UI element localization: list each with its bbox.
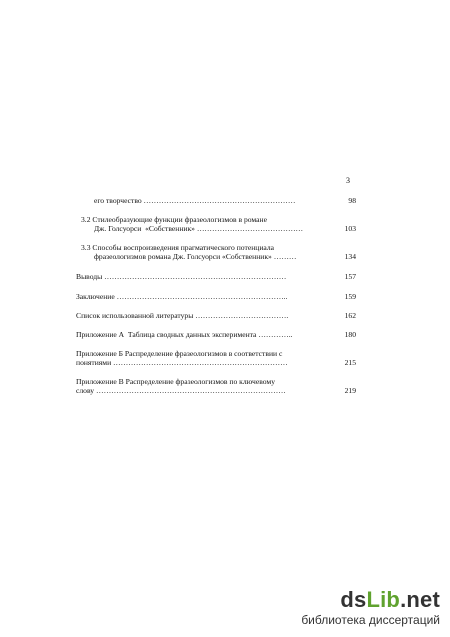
toc-entry-line: Приложение Б Распределение фразеологизмов в соответствии с (76, 349, 283, 358)
toc-entry-page: 159 (344, 292, 356, 301)
toc-entry-line: фразеологизмов романа Дж. Голсуорси «Собственник» ……… (94, 252, 297, 261)
toc-entry-line: Список использованной литературы ………………………………. (76, 311, 289, 320)
toc-entry-line: Выводы ……………………………………………………………… (76, 272, 287, 281)
toc-entry-line: 3.2 Стилеобразующие функции фразеологизмов в романе (81, 215, 267, 224)
toc-entry-page: 180 (344, 330, 356, 339)
logo-ds: ds (340, 587, 367, 612)
toc-entry-page: 157 (344, 272, 356, 281)
toc-entry-line: понятиями …………………………………………………………… (76, 358, 288, 367)
toc-entry-line: Приложение А Таблица сводных данных эксперимента ………….. (76, 330, 293, 339)
toc-entry-page: 103 (344, 224, 356, 233)
toc-entry-page: 98 (348, 196, 356, 205)
toc-entry-line: слову ………………………………………………………………… (76, 386, 286, 395)
dslib-logo (301, 589, 440, 611)
logo-dot: . (400, 587, 407, 612)
toc-entry-line: 3.3 Способы воспроизведения прагматического потенциала (81, 243, 274, 252)
page-number: 3 (346, 176, 350, 185)
dslib-watermark (301, 589, 440, 627)
toc-entry-line: Приложение В Распределение фразеологизмов по ключевому (76, 377, 276, 386)
watermark-subtitle: библиотека диссертаций (301, 613, 440, 627)
toc-entry-page: 215 (344, 358, 356, 367)
toc-entry-page: 162 (344, 311, 356, 320)
logo-lib: Lib (366, 587, 401, 612)
toc-entry-line: его творчество …………………………………………………… (94, 196, 296, 205)
toc-entry-line: Дж. Голсуорси «Собственник» …………………………………… (94, 224, 304, 233)
toc-entry-line: Заключение ………………………………………………………….. (76, 292, 288, 301)
toc-entry-page: 219 (344, 386, 356, 395)
toc-entry-page: 134 (344, 252, 356, 261)
logo-net: net (406, 587, 440, 612)
